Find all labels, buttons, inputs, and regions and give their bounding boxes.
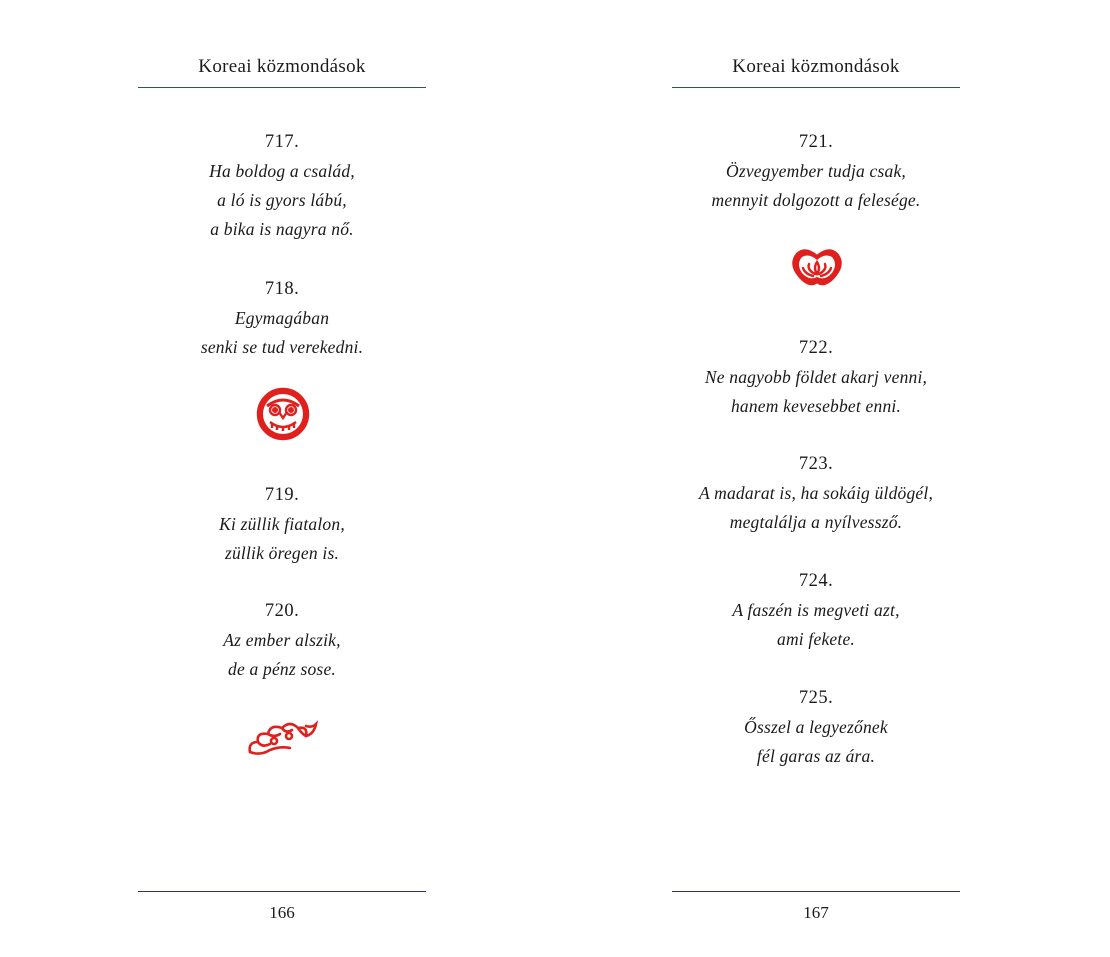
proverb-line: züllik öregen is.: [224, 543, 340, 563]
proverb-line: megtalálja a nyílvessző.: [729, 512, 903, 532]
proverb-line: Az ember alszik,: [223, 630, 341, 650]
proverb-line: A madarat is, ha sokáig üldögél,: [698, 483, 934, 503]
footer-rule: [672, 891, 960, 892]
proverb-723: [672, 449, 960, 537]
proverb-line: Egymagában: [234, 308, 330, 328]
page-number: 167: [803, 903, 829, 922]
proverb-line: mennyit dolgozott a felesége.: [711, 190, 921, 210]
header-rule: [138, 87, 426, 88]
proverb-number: 722.: [798, 338, 834, 358]
proverb-717: [138, 127, 426, 244]
proverb-number: 724.: [798, 571, 834, 591]
running-head: Koreai közmondások: [732, 56, 900, 77]
proverb-number: 721.: [798, 132, 834, 152]
proverb-line: Ki züllik fiatalon,: [219, 514, 345, 534]
footer-rule: [138, 891, 426, 892]
proverb-number: 719.: [264, 485, 300, 505]
proverb-718: [138, 274, 426, 362]
proverb-line: hanem kevesebbet enni.: [730, 396, 902, 416]
proverb-number: 720.: [264, 601, 300, 621]
proverb-line: ami fekete.: [777, 629, 855, 649]
left-page: [138, 0, 426, 957]
proverb-725: [672, 683, 960, 771]
proverb-line: a bika is nagyra nő.: [210, 219, 354, 239]
right-page: [672, 0, 960, 957]
proverb-line: A faszén is megveti azt,: [732, 600, 900, 620]
mask-ornament-icon: [255, 386, 311, 442]
proverb-number: 723.: [798, 454, 834, 474]
header-rule: [672, 87, 960, 88]
proverb-line: Özvegyember tudja csak,: [725, 161, 907, 181]
proverb-number: 725.: [798, 688, 834, 708]
proverb-719: [138, 480, 426, 568]
lotus-ornament-icon: [789, 246, 845, 290]
proverb-721: [672, 127, 960, 215]
running-head: Koreai közmondások: [198, 56, 366, 77]
proverb-722: [672, 333, 960, 421]
cloud-ornament-icon: [244, 712, 318, 758]
proverb-line: Ne nagyobb földet akarj venni,: [704, 367, 928, 387]
proverb-line: fél garas az ára.: [756, 746, 876, 766]
proverb-line: senki se tud verekedni.: [200, 337, 364, 357]
proverb-line: de a pénz sose.: [228, 659, 336, 679]
proverb-line: a ló is gyors lábú,: [217, 190, 347, 210]
proverb-line: Ősszel a legyezőnek: [744, 717, 888, 737]
page-number: 166: [269, 903, 295, 922]
proverb-724: [672, 566, 960, 654]
proverb-720: [138, 596, 426, 684]
proverb-number: 717.: [264, 132, 300, 152]
proverb-line: Ha boldog a család,: [209, 161, 355, 181]
proverb-number: 718.: [264, 279, 300, 299]
